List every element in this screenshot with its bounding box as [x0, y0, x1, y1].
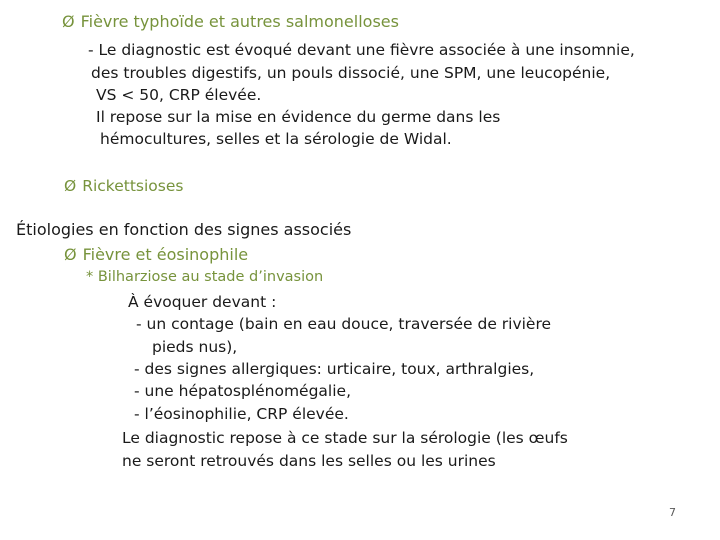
paragraph-line: Il repose sur la mise en évidence du germe dans les	[96, 108, 501, 126]
heading-text: Rickettsioses	[82, 177, 184, 195]
section-title-etiologies: Étiologies en fonction des signes associés	[16, 220, 352, 239]
arrow-bullet-icon: Ø	[64, 245, 77, 264]
paragraph-line: des troubles digestifs, un pouls dissocié, une SPM, une leucopénie,	[91, 64, 611, 82]
paragraph-line: pieds nus),	[152, 338, 238, 356]
paragraph-line: - l’éosinophilie, CRP élevée.	[134, 405, 349, 423]
page-number: 7	[669, 506, 676, 519]
heading-text: Fièvre typhoïde et autres salmonelloses	[80, 12, 399, 31]
arrow-bullet-icon: Ø	[64, 177, 77, 195]
subheading-text: Fièvre et éosinophile	[82, 245, 249, 264]
paragraph-line: VS < 50, CRP élevée.	[96, 86, 262, 104]
bilharziose-heading: * Bilharziose au stade d’invasion	[86, 269, 324, 285]
paragraph-line: - des signes allergiques: urticaire, toux, arthralgies,	[134, 360, 535, 378]
paragraph-line: À évoquer devant :	[128, 293, 277, 311]
section-heading-rickettsioses	[64, 176, 183, 196]
arrow-bullet-icon: Ø	[62, 12, 75, 31]
subheading-fever-eosinophilia	[64, 245, 248, 265]
paragraph-line: - une hépatosplénomégalie,	[134, 382, 351, 400]
section-heading-typhoid	[62, 12, 399, 32]
paragraph-line: ne seront retrouvés dans les selles ou les urines	[122, 452, 496, 470]
paragraph-line: hémocultures, selles et la sérologie de Widal.	[100, 130, 452, 148]
paragraph-line: Le diagnostic repose à ce stade sur la sérologie (les œufs	[122, 429, 568, 447]
paragraph-line: - Le diagnostic est évoqué devant une fièvre associée à une insomnie,	[88, 41, 635, 59]
paragraph-line: - un contage (bain en eau douce, traversée de rivière	[136, 315, 552, 333]
